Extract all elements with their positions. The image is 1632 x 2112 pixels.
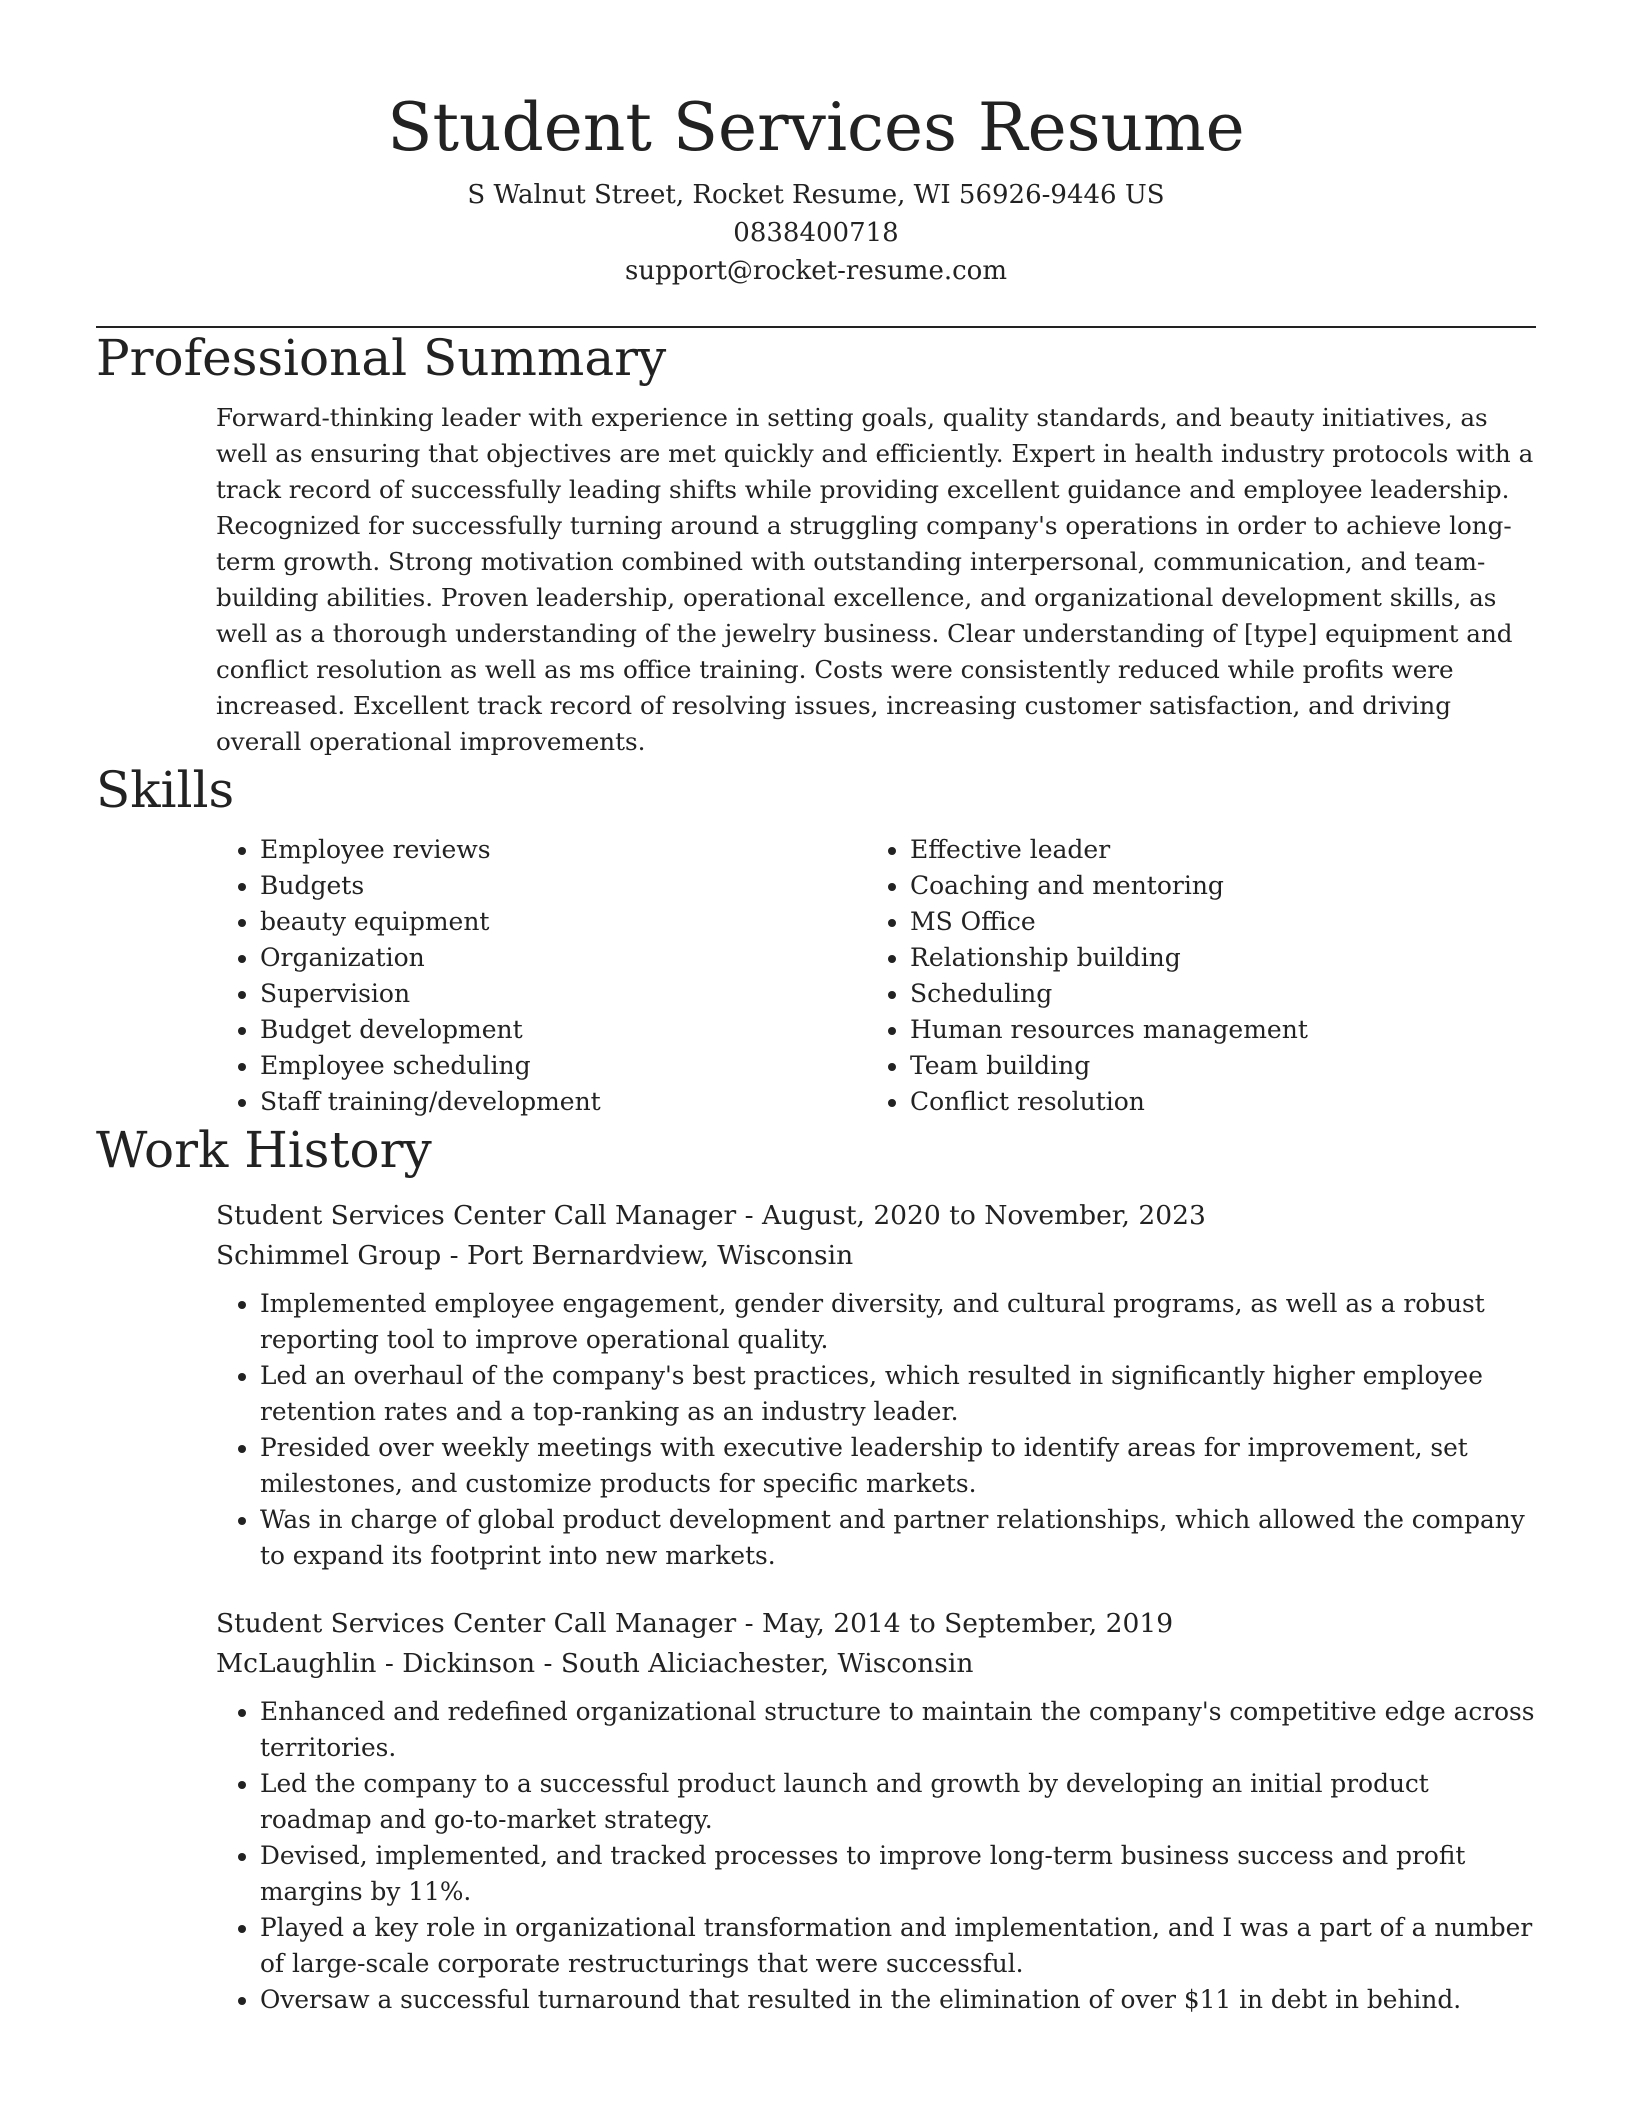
skill-item: • Effective leader [910,832,1470,868]
address-text: S Walnut Street, Rocket Resume, WI 56926-9446 US [467,180,1165,210]
job-bullet: • Implemented employee engagement, gender diversity, and cultural programs, as well as a robust reporting tool to improve operational quality. [260,1286,1542,1358]
skills-column-left [216,832,866,1120]
job-bullet: • Enhanced and redefined organizational structure to maintain the company's competitive edge across territories. [260,1694,1542,1766]
skills-list [216,832,1536,1120]
skill-item: • Scheduling [910,976,1470,1012]
summary-paragraph: Forward-thinking leader with experience in setting goals, quality standards, and beauty initiatives, as well as ensuring that objectives are met quickly and efficiently. Expert in health industry protocols with a track record of successfully leading shifts while providing excellent guidance and employee leadership. Recognized for successfully turning around a struggling company's operations in order to achieve long-term growth. Strong motivation combined with outstanding interpersonal, communication, and team-building abilities. Proven leadership, operational excellence, and organizational development skills, as well as a thorough understanding of the jewelry business. Clear understanding of [type] equipment and conflict resolution as well as ms office training. Costs were consistently reduced while profits were increased. Excellent track record of resolving issues, increasing customer satisfaction, and driving overall operational improvements. [216,403,1534,756]
skill-item: • beauty equipment [260,904,866,940]
job-bullet: • Led the company to a successful product launch and growth by developing an initial product roadmap and go-to-market strategy. [260,1766,1542,1838]
skill-item: • Budget development [260,1012,866,1048]
job-company-line: Schimmel Group - Port Bernardview, Wisconsin [216,1240,854,1271]
skill-item: • Organization [260,940,866,976]
skill-item: • Human resources management [910,1012,1470,1048]
job-company: McLaughlin - Dickinson [216,1648,536,1679]
job-location: Port Bernardview, Wisconsin [467,1240,854,1271]
job-entry [216,1196,1542,1574]
job-bullet: • Played a key role in organizational transformation and implementation, and I was a part of a number of large-scale corporate restructurings that were successful. [260,1910,1542,1982]
job-entry [216,1604,1542,2018]
job-role-line: Student Services Center Call Manager - May, 2014 to September, 2019 [216,1608,1174,1639]
job-company: Schimmel Group [216,1240,442,1271]
resume-header [96,0,1536,290]
job-dates: August, 2020 to November, 2023 [761,1200,1206,1231]
resume-title: Student Services Resume [387,89,1245,166]
job-dates: May, 2014 to September, 2019 [761,1608,1174,1639]
job-bullets [216,1286,1542,1574]
job-company-line: McLaughlin - Dickinson - South Aliciachester, Wisconsin [216,1648,974,1679]
email-text: support@rocket-resume.com [624,256,1007,286]
skill-item: • Team building [910,1048,1470,1084]
job-bullet: • Led an overhaul of the company's best practices, which resulted in significantly higher employee retention rates and a top-ranking as an industry leader. [260,1358,1542,1430]
work-history-heading: Work History [96,1121,432,1179]
skills-column-right [866,832,1470,1120]
skill-item: • Relationship building [910,940,1470,976]
skill-item: • Staff training/development [260,1084,866,1120]
job-role-line: Student Services Center Call Manager - August, 2020 to November, 2023 [216,1200,1206,1231]
skill-item: • Employee reviews [260,832,866,868]
job-role: Student Services Center Call Manager [216,1608,737,1639]
skill-item: • Employee scheduling [260,1048,866,1084]
skill-item: • MS Office [910,904,1470,940]
phone-text: 0838400718 [733,218,899,248]
skills-heading: Skills [96,761,235,819]
job-bullet: • Devised, implemented, and tracked processes to improve long-term business success and profit margins by 11%. [260,1838,1542,1910]
job-bullet: • Was in charge of global product development and partner relationships, which allowed the company to expand its footprint into new markets. [260,1502,1542,1574]
job-bullets [216,1694,1542,2018]
skill-item: • Conflict resolution [910,1084,1470,1120]
contact-block [96,176,1536,290]
job-bullet: • Presided over weekly meetings with executive leadership to identify areas for improvement, set milestones, and customize products for specific markets. [260,1430,1542,1502]
job-role: Student Services Center Call Manager [216,1200,737,1231]
skill-item: • Coaching and mentoring [910,868,1470,904]
job-bullet: • Oversaw a successful turnaround that resulted in the elimination of over $11 in debt in behind. [260,1982,1542,2018]
skill-item: • Budgets [260,868,866,904]
skill-item: • Supervision [260,976,866,1012]
summary-heading: Professional Summary [96,329,667,387]
job-location: South Aliciachester, Wisconsin [560,1648,974,1679]
resume-page [96,0,1536,2018]
